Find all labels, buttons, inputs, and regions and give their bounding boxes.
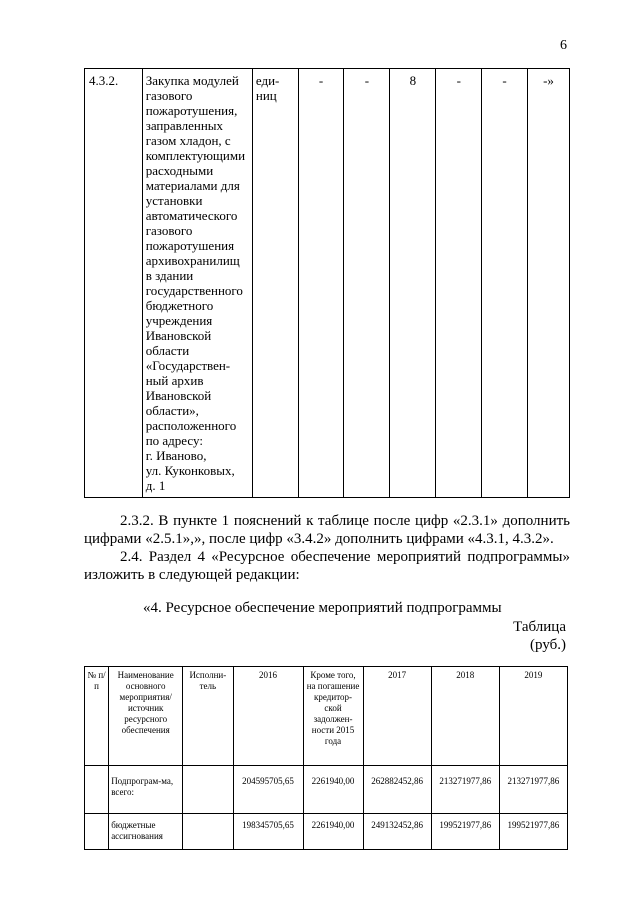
header-2018: 2018 — [431, 667, 499, 766]
activity-name-line: газового — [145, 88, 193, 103]
cell-2016: 204595705,65 — [233, 766, 303, 814]
activity-name-line: области — [145, 343, 190, 358]
activity-name-line: Ивановской — [145, 328, 212, 343]
activity-name-line: расходными — [145, 163, 214, 178]
cell-2019: 213271977,86 — [499, 766, 567, 814]
header-2019: 2019 — [499, 667, 567, 766]
header-name: Наименование основного мероприятия/ источник ресурсного обеспечения — [109, 667, 183, 766]
activity-name-line: материалами для — [145, 178, 240, 193]
cell-executor — [183, 814, 233, 850]
activity-name-line: установки — [145, 193, 203, 208]
cell-extra: 2261940,00 — [303, 814, 363, 850]
cell-num — [85, 766, 109, 814]
table-row — [85, 69, 570, 498]
activity-name-line: автоматического — [145, 208, 238, 223]
paragraph-2-3-2: 2.3.2. В пункте 1 пояснений к таблице после цифр «2.3.1» дополнить цифрами «2.5.1»,», после цифр «3.4.2» дополнить цифрами «4.3.1, 4.3.2». — [84, 513, 570, 547]
activity-name-line: в здании — [145, 268, 194, 283]
activity-name-line: по адресу: — [145, 433, 203, 448]
activity-name-line: расположенного — [145, 418, 237, 433]
cell-2017: 249132452,86 — [363, 814, 431, 850]
value-cell: 8 — [390, 69, 436, 498]
activity-name-line: комплектующими — [145, 148, 246, 163]
activity-name-line: бюджетного — [145, 298, 214, 313]
cell-executor — [183, 766, 233, 814]
value-cell: - — [482, 69, 528, 498]
page-number: 6 — [560, 38, 567, 53]
activity-name-line: учреждения — [145, 313, 213, 328]
cell-2018: 199521977,86 — [431, 814, 499, 850]
activity-name-line: заправленных — [145, 118, 224, 133]
cell-name: Подпрограм-ма, всего: — [109, 766, 183, 814]
activity-name-line: ный архив — [145, 373, 204, 388]
header-extra: Кроме того, на погашение кредитор-ской задолжен-ности 2015 года — [303, 667, 363, 766]
activity-name-line: пожаротушения — [145, 238, 235, 253]
activity-name-line: Ивановской — [145, 388, 212, 403]
cell-2016: 198345705,65 — [233, 814, 303, 850]
cell-2019: 199521977,86 — [499, 814, 567, 850]
activity-name-line: Закупка модулей — [145, 73, 239, 88]
header-2016: 2016 — [233, 667, 303, 766]
value-cell: - — [436, 69, 482, 498]
activity-name — [142, 69, 252, 498]
table-label: Таблица (руб.) — [513, 619, 566, 653]
paragraph-2-4: 2.4. Раздел 4 «Ресурсное обеспечение мероприятий подпрограммы» изложить в следующей редакции: — [84, 549, 570, 583]
cell-num — [85, 814, 109, 850]
cell-name: бюджетные ассигнования — [109, 814, 183, 850]
cell-2018: 213271977,86 — [431, 766, 499, 814]
header-2017: 2017 — [363, 667, 431, 766]
activity-name-line: области», — [145, 403, 199, 418]
activity-name-line: г. Иваново, — [145, 448, 207, 463]
table-row — [85, 766, 568, 814]
row-number: 4.3.2. — [85, 69, 143, 498]
activity-name-line: газового — [145, 223, 193, 238]
activity-name-line: архивохранилищ — [145, 253, 240, 268]
activity-name-line: «Государствен- — [145, 358, 231, 373]
table-row — [85, 814, 568, 850]
cell-2017: 262882452,86 — [363, 766, 431, 814]
activity-name-line: ул. Куконковых, — [145, 463, 235, 478]
value-cell: -» — [527, 69, 569, 498]
cell-extra: 2261940,00 — [303, 766, 363, 814]
value-cell: - — [298, 69, 344, 498]
activity-name-line: газом хладон, с — [145, 133, 231, 148]
amendment-paragraphs — [84, 512, 570, 584]
value-cell: - — [344, 69, 390, 498]
section-title: «4. Ресурсное обеспечение мероприятий подпрограммы — [143, 600, 502, 616]
activity-name-line: д. 1 — [145, 478, 166, 493]
activity-name-line: государственного — [145, 283, 243, 298]
header-executor: Исполни-тель — [183, 667, 233, 766]
activity-name-line: пожаротушения, — [145, 103, 238, 118]
resource-table — [84, 666, 568, 850]
unit-cell: еди- ниц — [252, 69, 298, 498]
table-header-row — [85, 667, 568, 766]
activities-table-continuation — [84, 68, 570, 498]
header-num: № п/п — [85, 667, 109, 766]
